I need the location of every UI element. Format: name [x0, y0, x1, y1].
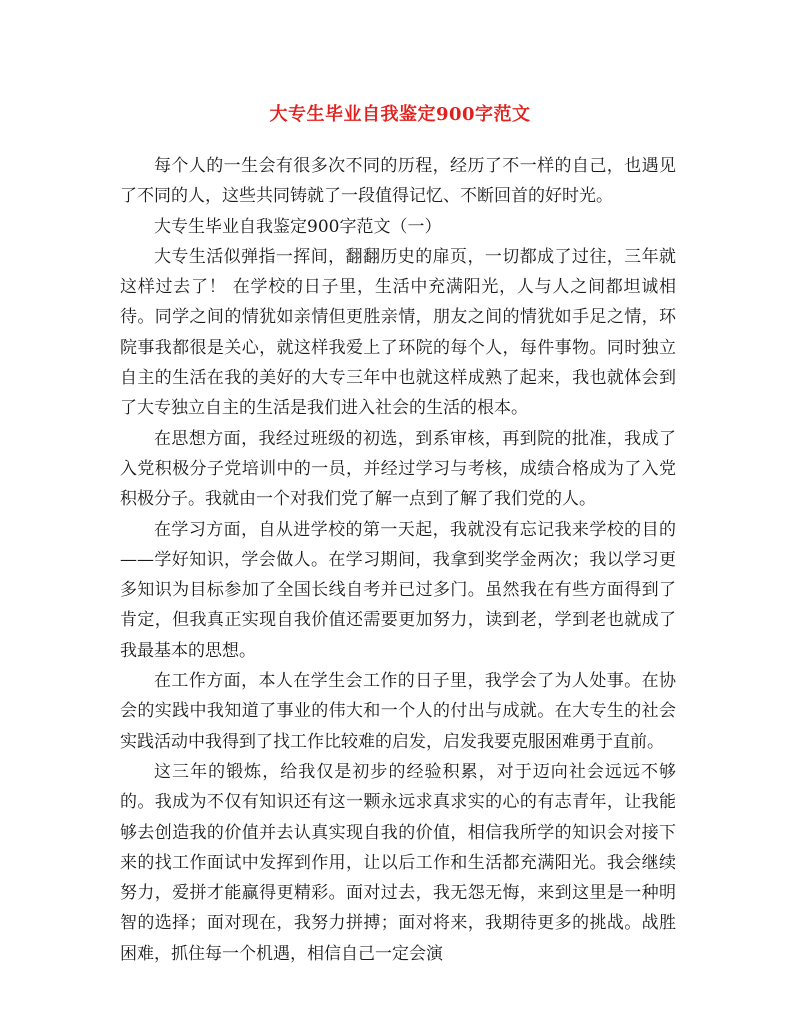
- paragraph-ideology: 在思想方面，我经过班级的初选，到系审核，再到院的批准，我成了入党积极分子党培训中的一员，并经过学习与考核，成绩合格成为了入党积极分子。我就由一个对我们党了解一点到了解了我们党的人。: [120, 428, 676, 510]
- paragraph-intro: 每个人的一生会有很多次不同的历程，经历了不一样的自己，也遇见了不同的人，这些共同铸就了一段值得记忆、不断回首的好时光。: [120, 156, 676, 207]
- paragraph-conclusion: 这三年的锻炼，给我仅是初步的经验积累，对于迈向社会远远不够的。我成为不仅有知识还有这一颗永远求真求实的心的有志青年，让我能够去创造我的价值并去认真实现自我的价值，相信我所学的知识会对接下来的找工作面试中发挥到作用，让以后工作和生活都充满阳光。我会继续努力，爱拼才能赢得更精彩。面对过去，我无怨无悔，来到这里是一种明智的选择；面对现在，我努力拼搏；面对将来，我期待更多的挑战。战胜困难，抓住每一个机遇，相信自己一定会演: [120, 761, 676, 964]
- document-body: [120, 151, 676, 969]
- paragraph-work: 在工作方面，本人在学生会工作的日子里，我学会了为人处事。在协会的实践中我知道了事业的伟大和一个人的付出与成就。在大专生的社会实践活动中我得到了找工作比较难的启发，启发我要克服困难勇于直前。: [120, 671, 676, 752]
- paragraph-study: 在学习方面，自从进学校的第一天起，我就没有忘记我来学校的目的——学好知识，学会做人。在学习期间，我拿到奖学金两次；我以学习更多知识为目标参加了全国长线自考并已过多门。虽然我在有些方面得到了肯定，但我真正实现自我价值还需要更加努力，读到老，学到老也就成了我最基本的思想。: [120, 519, 676, 661]
- document-title: 大专生毕业自我鉴定900字范文: [269, 104, 531, 125]
- section-heading: 大专生毕业自我鉴定900字范文（一）: [154, 216, 442, 237]
- paragraph-college-life: 大专生活似弹指一挥间，翻翻历史的扉页，一切都成了过往，三年就这样过去了！ 在学校的日子里，生活中充满阳光，人与人之间都坦诚相待。同学之间的情犹如亲情但更胜亲情，朋友之间的情犹如手足之情，环院事我都很是关心，就这样我爱上了环院的每个人，每件事物。同时独立自主的生活在我的美好的大专三年中也就这样成熟了起来，我也就体会到了大专独立自主的生活是我们进入社会的生活的根本。: [120, 246, 676, 419]
